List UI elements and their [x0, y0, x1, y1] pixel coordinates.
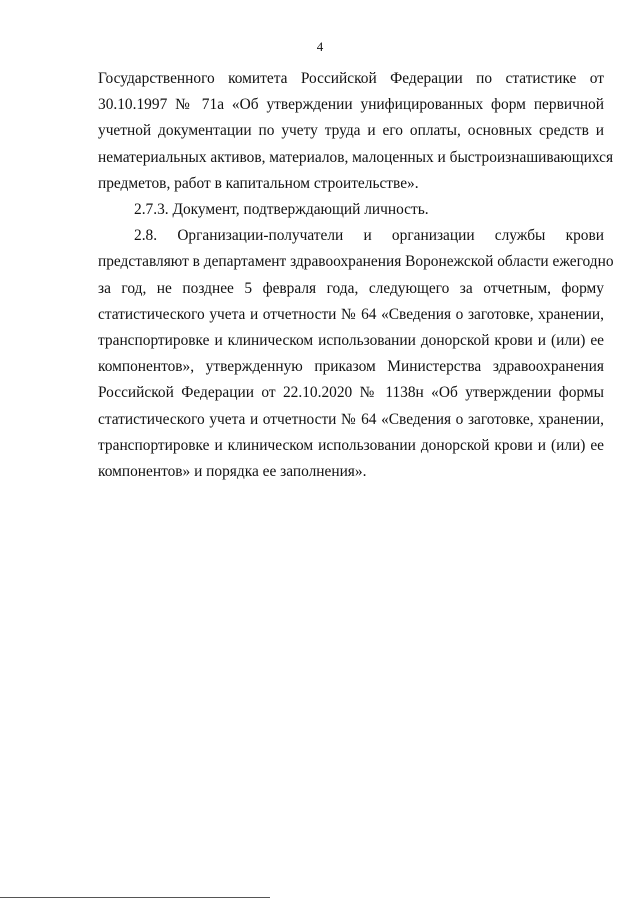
text-line: статистического учета и отчетности № 64 «Сведения о заготовке, хранении,: [98, 305, 604, 323]
text-line: представляют в департамент здравоохранения Воронежской области ежегодно: [98, 253, 614, 271]
text-line: компонентов» и порядка ее заполнения».: [98, 463, 367, 481]
paragraph-2-8: [98, 223, 614, 485]
paragraph-2-7-3: [98, 197, 604, 223]
text-line: Российской Федерации от 22.10.2020 № 1138н «Об утверждении формы: [98, 384, 604, 402]
text-line: учетной документации по учету труда и его оплаты, основных средств и: [98, 122, 604, 140]
page-number: 4: [316, 39, 324, 54]
document-body: [98, 66, 614, 485]
text-line: статистического учета и отчетности № 64 «Сведения о заготовке, хранении,: [98, 410, 604, 428]
footer-divider: [0, 897, 270, 898]
text-line: 2.7.3. Документ, подтверждающий личность.: [134, 201, 429, 219]
text-line: нематериальных активов, материалов, малоценных и быстроизнашивающихся: [98, 148, 614, 166]
text-line: предметов, работ в капитальном строительстве».: [98, 174, 419, 192]
text-line: Государственного комитета Российской Федерации по статистике от: [98, 70, 604, 87]
paragraph-continuation: [98, 66, 614, 197]
text-line: за год, не позднее 5 февраля года, следующего за отчетным, форму: [98, 279, 604, 297]
text-line: транспортировке и клиническом использовании донорской крови и (или) ее: [98, 436, 604, 454]
text-line: транспортировке и клиническом использовании донорской крови и (или) ее: [98, 332, 604, 350]
text-line: 2.8. Организации-получатели и организации службы крови: [134, 227, 604, 245]
text-line: компонентов», утвержденную приказом Министерства здравоохранения: [98, 358, 604, 376]
text-line: 30.10.1997 № 71а «Об утверждении унифицированных форм первичной: [98, 96, 604, 114]
